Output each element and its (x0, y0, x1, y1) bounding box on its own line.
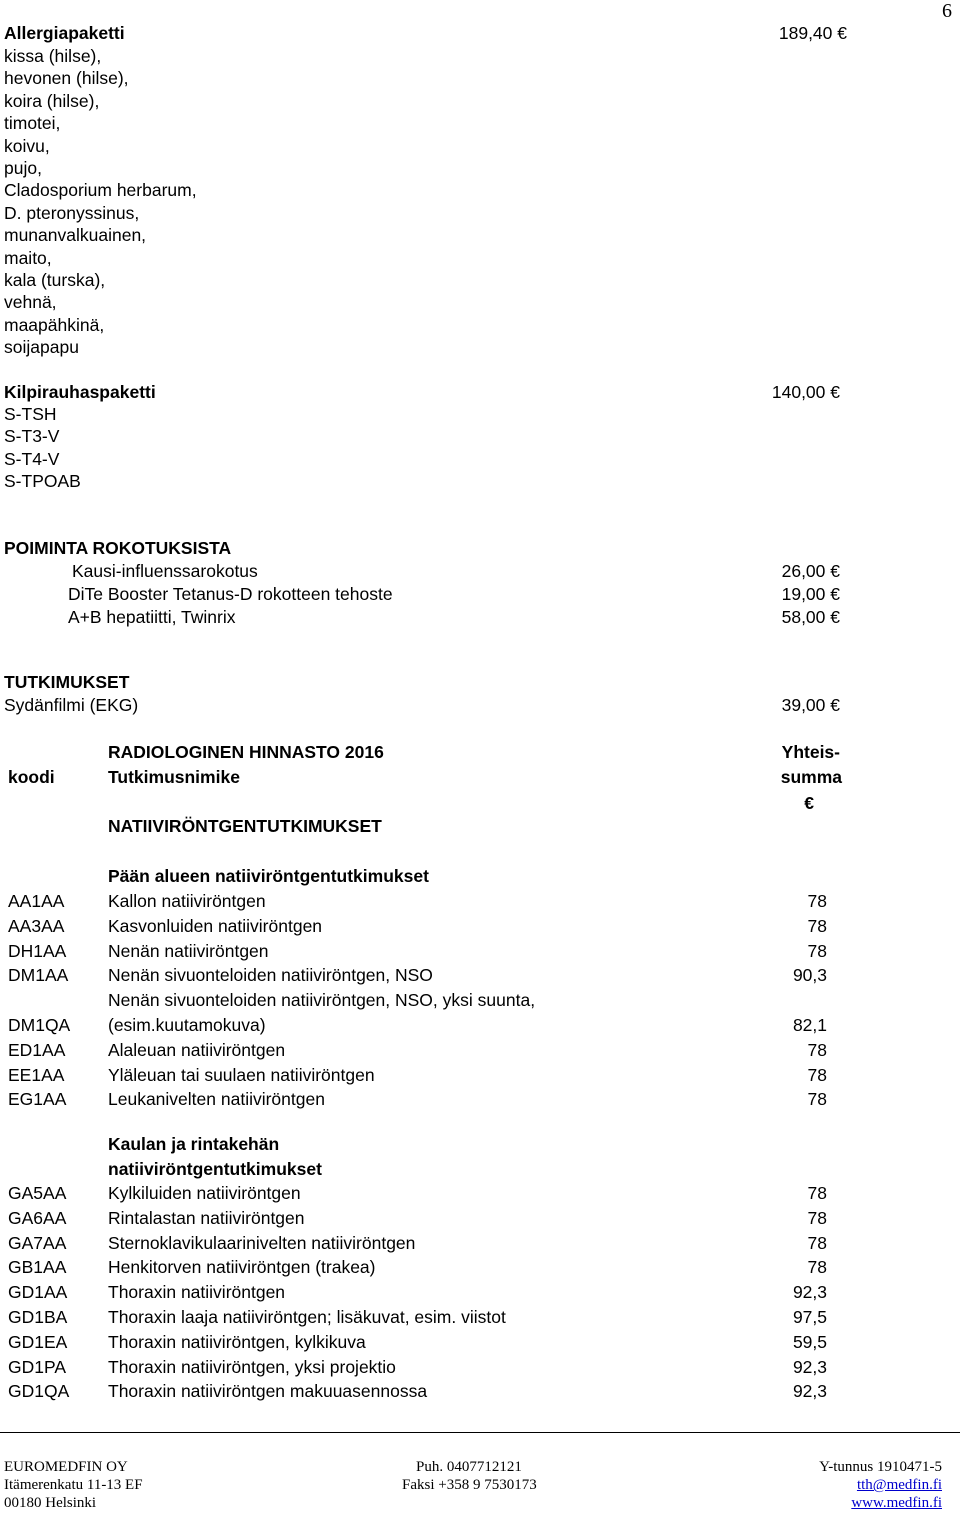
ekg-price: 39,00 € (781, 695, 840, 715)
exam-name: Thoraxin natiiviröntgen, yksi projektio (108, 1356, 396, 1377)
exam-price: 78 (807, 940, 827, 961)
vaccines-title: POIMINTA ROKOTUKSISTA (4, 538, 232, 558)
thyroid-package-price: 140,00 € (771, 382, 840, 402)
allergy-item: Cladosporium herbarum, (4, 180, 197, 201)
vaccine-name: A+B hepatiitti, Twinrix (68, 607, 236, 627)
footer-fax: Faksi +358 9 7530173 (402, 1477, 537, 1493)
exam-code: GD1QA (8, 1381, 70, 1402)
exam-price: 97,5 (792, 1307, 827, 1327)
allergy-item: maapähkinä, (4, 314, 105, 335)
radiology-heading: RADIOLOGINEN HINNASTO 2016 (108, 742, 384, 762)
exam-name: Yläleuan tai suulaen natiiviröntgen (108, 1064, 375, 1085)
thyroid-item: S-TSH (4, 404, 57, 424)
allergy-item: pujo, (4, 158, 42, 178)
vaccine-price: 19,00 € (781, 584, 840, 604)
exam-price: 90,3 (792, 965, 827, 986)
allergy-item: soijapapu (4, 337, 79, 358)
allergy-item: hevonen (hilse), (4, 68, 129, 89)
footer-company: EUROMEDFIN OY (4, 1459, 128, 1475)
exam-code: GD1EA (8, 1331, 68, 1352)
allergy-item: munanvalkuainen, (4, 225, 147, 246)
exam-code: DM1QA (8, 1015, 71, 1035)
studies-title: TUTKIMUKSET (4, 672, 130, 692)
exam-code: GD1PA (8, 1356, 67, 1377)
exam-name: Nenän natiiviröntgen (108, 940, 269, 961)
allergy-item: koivu, (4, 135, 50, 156)
exam-price: 78 (807, 1207, 827, 1228)
thyroid-item: S-T3-V (4, 426, 60, 447)
neck-group-title-line-2: natiiviröntgentutkimukset (108, 1159, 322, 1179)
exam-name: Nenän sivuonteloiden natiiviröntgen, NSO (108, 965, 433, 986)
exam-price: 78 (807, 915, 827, 936)
vaccine-name: Kausi-influenssarokotus (72, 561, 258, 581)
exam-code: GA6AA (8, 1207, 67, 1228)
exam-code: GD1BA (8, 1307, 68, 1327)
allergy-item: maito, (4, 247, 52, 268)
footer-phone: Puh. 0407712121 (416, 1459, 522, 1475)
exam-name-line-2: (esim.kuutamokuva) (108, 1015, 266, 1035)
allergy-item: koira (hilse), (4, 90, 100, 111)
exam-code: AA1AA (8, 891, 65, 911)
allergy-item: vehnä, (4, 292, 57, 313)
exam-price: 78 (807, 1039, 827, 1060)
allergy-package-title: Allergiapaketti (4, 23, 125, 43)
exam-code: GD1AA (8, 1282, 68, 1303)
exam-name: Kylkiluiden natiiviröntgen (108, 1183, 301, 1203)
footer-business-id: Y-tunnus 1910471-5 (819, 1459, 942, 1475)
exam-code: GA5AA (8, 1183, 67, 1203)
footer-web-link[interactable]: www.medfin.fi (851, 1495, 942, 1511)
exam-code: ED1AA (8, 1039, 66, 1060)
thyroid-item: S-T4-V (4, 448, 60, 469)
exam-name: Thoraxin natiiviröntgen, kylkikuva (108, 1331, 366, 1352)
column-header-total-1: Yhteis- (781, 742, 840, 762)
allergy-item: kala (turska), (4, 270, 106, 290)
allergy-item: D. pteronyssinus, (4, 202, 140, 223)
footer-divider (0, 1432, 960, 1433)
exam-price: 78 (807, 1089, 827, 1110)
exam-name: Nenän sivuonteloiden natiiviröntgen, NSO, yksi suunta, (108, 990, 536, 1011)
exam-price: 92,3 (792, 1356, 827, 1377)
footer-city: 00180 Helsinki (4, 1495, 97, 1511)
vaccine-price: 58,00 € (781, 607, 840, 627)
ekg-item: Sydänfilmi (EKG) (4, 695, 139, 715)
exam-name: Alaleuan natiiviröntgen (108, 1039, 286, 1060)
radiology-section-title: NATIIVIRÖNTGENTUTKIMUKSET (108, 816, 382, 836)
exam-code: GA7AA (8, 1232, 67, 1253)
exam-name: Thoraxin laaja natiiviröntgen; lisäkuvat, esim. viistot (108, 1307, 506, 1327)
exam-name: Kasvonluiden natiiviröntgen (108, 915, 323, 936)
exam-code: EG1AA (8, 1089, 67, 1110)
exam-name: Thoraxin natiiviröntgen makuuasennossa (108, 1381, 428, 1402)
column-header-name: Tutkimusnimike (108, 767, 240, 787)
exam-price: 78 (807, 1257, 827, 1278)
exam-name: Leukanivelten natiiviröntgen (108, 1089, 325, 1110)
exam-name: Rintalastan natiiviröntgen (108, 1207, 305, 1228)
exam-price: 78 (807, 1064, 827, 1085)
exam-code: DM1AA (8, 965, 69, 986)
exam-name: Sternoklavikulaarinivelten natiiviröntgen (108, 1232, 416, 1253)
exam-price: 78 (807, 1183, 827, 1203)
vaccine-price: 26,00 € (781, 561, 840, 581)
exam-name: Thoraxin natiiviröntgen (108, 1282, 286, 1303)
vaccine-name: DiTe Booster Tetanus-D rokotteen tehoste (68, 584, 393, 604)
thyroid-item: S-TPOAB (4, 471, 81, 492)
exam-price: 92,3 (792, 1282, 827, 1303)
page-number: 6 (942, 0, 952, 22)
allergy-package-price: 189,40 € (778, 23, 847, 43)
column-header-code: koodi (8, 767, 55, 787)
exam-code: EE1AA (8, 1064, 65, 1085)
exam-code: GB1AA (8, 1257, 67, 1278)
footer-email-link[interactable]: tth@medfin.fi (856, 1477, 942, 1493)
exam-price: 82,1 (792, 1015, 827, 1035)
exam-code: AA3AA (8, 915, 65, 936)
thyroid-package-title: Kilpirauhaspaketti (4, 382, 156, 402)
allergy-item: timotei, (4, 113, 61, 134)
column-header-euro: € (804, 793, 814, 813)
neck-group-title-line-1: Kaulan ja rintakehän (108, 1134, 280, 1154)
exam-name: Kallon natiiviröntgen (108, 891, 266, 911)
exam-price: 78 (807, 891, 827, 911)
exam-price: 59,5 (792, 1331, 827, 1352)
allergy-item: kissa (hilse), (4, 46, 102, 66)
exam-name: Henkitorven natiiviröntgen (trakea) (108, 1257, 376, 1278)
footer-street: Itämerenkatu 11-13 EF (4, 1477, 143, 1493)
exam-code: DH1AA (8, 940, 67, 961)
exam-price: 92,3 (792, 1381, 827, 1402)
column-header-total-2: summa (780, 767, 842, 787)
head-group-title: Pään alueen natiiviröntgentutkimukset (108, 866, 429, 886)
exam-price: 78 (807, 1232, 827, 1253)
